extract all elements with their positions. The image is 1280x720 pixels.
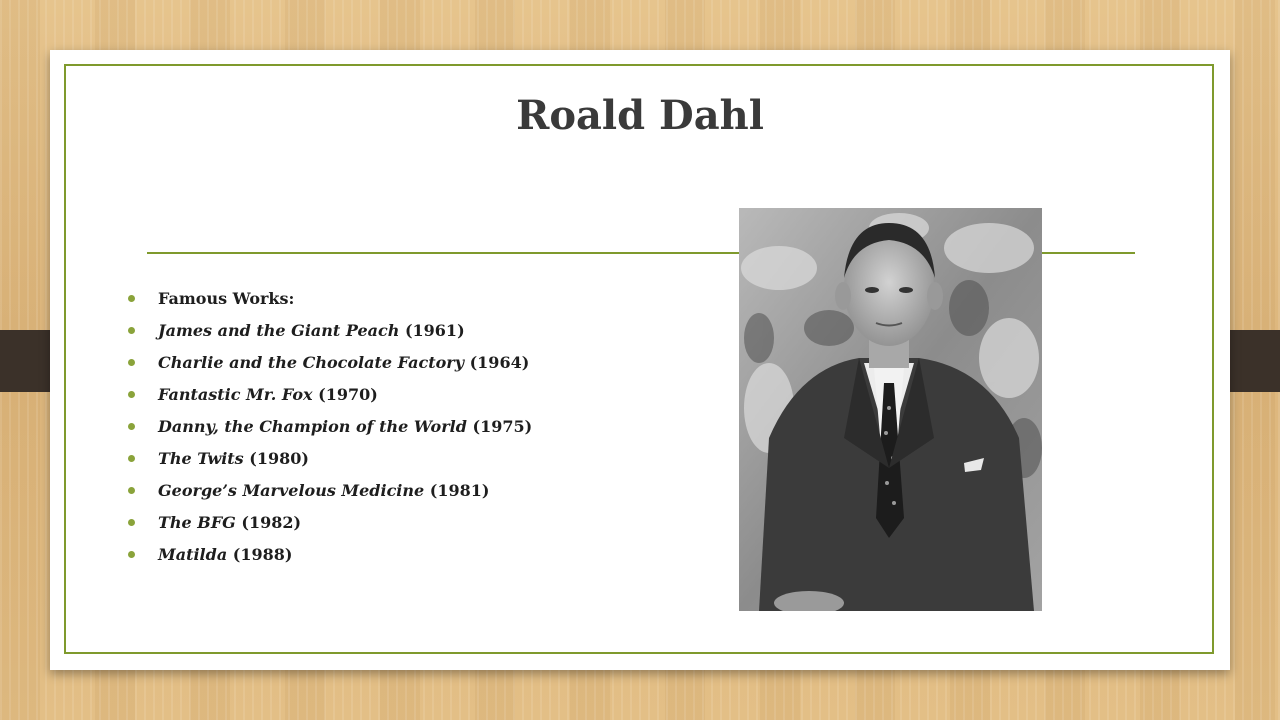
bullet-icon [128,551,135,558]
bullet-icon [128,359,135,366]
work-year: (1988) [227,545,293,564]
work-title: Charlie and the Chocolate Factory [158,353,465,372]
famous-works-list [128,286,532,574]
bullet-icon [128,519,135,526]
list-item [128,414,532,446]
work-year: (1961) [399,321,465,340]
bullet-icon [128,423,135,430]
work-year: (1982) [235,513,302,532]
work-year: (1964) [464,353,530,372]
bullet-icon [128,391,135,398]
bullet-icon [128,487,135,494]
list-item [128,318,532,350]
list-item [128,286,532,318]
list-item [128,446,532,478]
list-item [128,478,532,510]
list-item [128,382,532,414]
work-year: Famous Works: [158,289,295,308]
portrait-photo [739,208,1042,611]
work-year: (1970) [312,385,378,404]
slide-title: Roald Dahl [516,92,764,139]
work-title: Danny, the Champion of the World [158,417,467,436]
list-item [128,542,532,574]
list-item [128,510,532,542]
work-title: Fantastic Mr. Fox [158,385,313,404]
bullet-icon [128,295,135,302]
work-year: (1981) [424,481,490,500]
work-title: The Twits [158,449,244,468]
work-year: (1980) [243,449,309,468]
work-year: (1975) [466,417,533,436]
list-item [128,350,532,382]
bullet-icon [128,327,135,334]
bullet-icon [128,455,135,462]
work-title: The BFG [158,513,236,532]
slide-card [50,50,1230,670]
portrait-photo-icon [739,208,1042,611]
work-title: Matilda [158,545,228,564]
work-title: George’s Marvelous Medicine [158,481,425,500]
work-title: James and the Giant Peach [158,321,400,340]
